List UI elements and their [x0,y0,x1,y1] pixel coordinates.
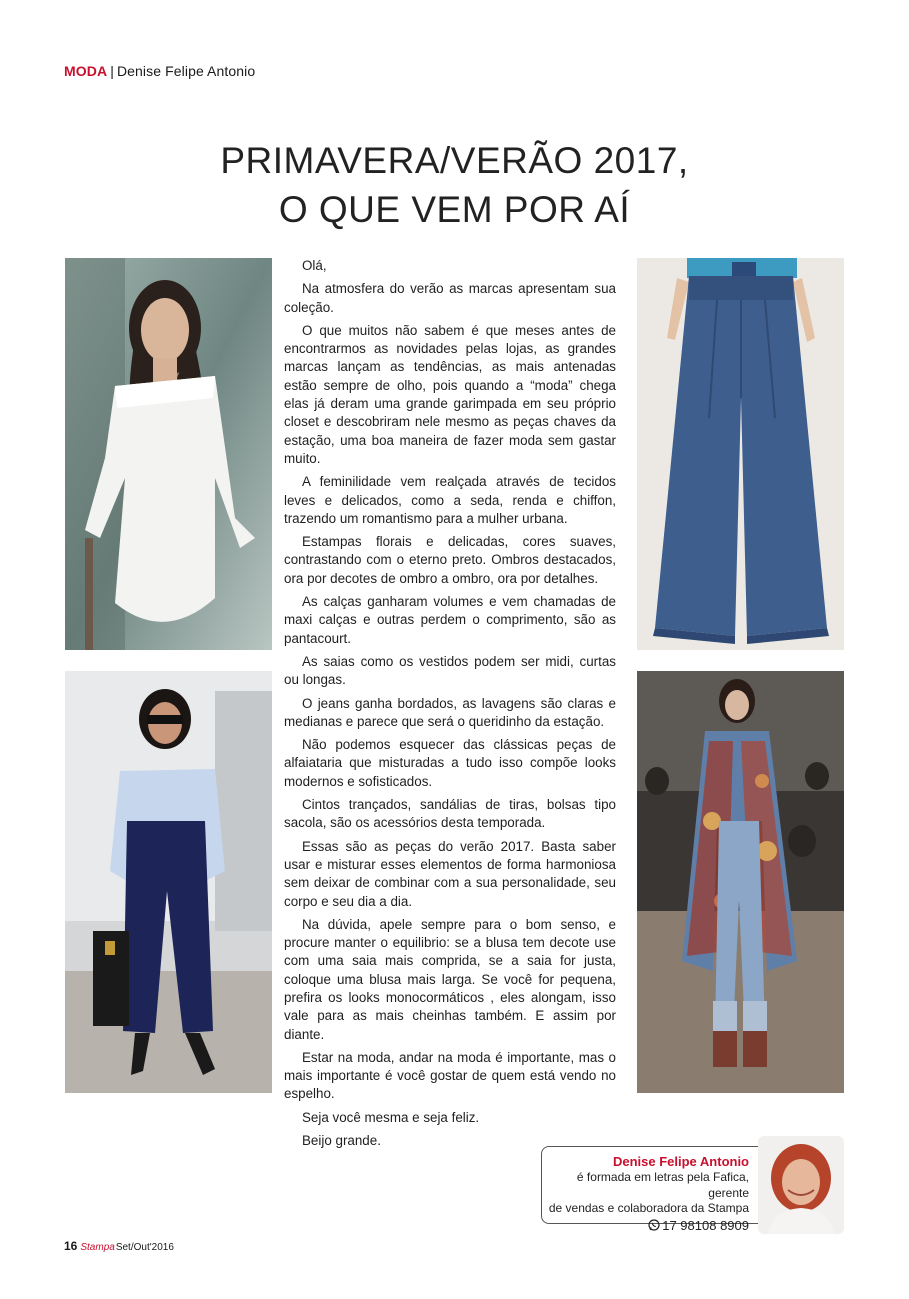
paragraph: Seja você mesma e seja feliz. [302,1109,480,1125]
paragraph: Beijo grande. [302,1133,381,1149]
author-bio-box [541,1146,758,1233]
author-avatar [758,1136,844,1234]
article-title [0,136,909,234]
header-author: Denise Felipe Antonio [116,63,256,79]
article-body [284,257,616,1155]
paragraph: A feminilidade vem realçada através de tecidos leves e delicados, como a seda, renda e chiffon, trazendo um romantismo para a mulher urbana. [284,474,616,526]
issue-date: Set/Out'2016 [115,1242,174,1253]
author-name: Denise Felipe Antonio [612,1154,749,1169]
photo-white-lace-dress [65,258,272,650]
paragraph: Não podemos esquecer das clássicas peças de alfaiataria que misturadas a tudo isso compõe looks modernos e sofisticados. [284,737,616,789]
photo-denim-maxi-pants [637,258,844,650]
title-line-2: O QUE VEM POR AÍ [278,189,631,230]
photo-navy-pantacourt [65,671,272,1093]
paragraph: Estar na moda, andar na moda é importante, mas o mais importante é você gostar de quem está vendo no espelho. [284,1049,616,1102]
photo-runway-embroidered-denim [637,671,844,1093]
author-phone [542,1217,749,1234]
paragraph: Olá, [302,258,327,273]
paragraph: O jeans ganha bordados, as lavagens são claras e medianas e parece que será o queridinho da estação. [284,695,616,729]
paragraph: As saias como os vestidos podem ser midi, curtas ou longas. [284,653,616,688]
section-header [64,63,255,79]
title-line-1: PRIMAVERA/VERÃO 2017, [220,140,689,181]
magazine-brand: Stampa [80,1242,115,1253]
page-footer [64,1239,174,1253]
paragraph: Essas são as peças do verão 2017. Basta saber usar e misturar esses elementos de forma harmoniosa sem deixar de combinar com a sua personalidade, seu corpo e seu dia a dia. [284,838,616,909]
author-description-line-1: é formada em letras pela Fafica, gerente [576,1170,749,1200]
section-label: MODA [64,63,108,79]
paragraph: Estampas florais e delicadas, cores suaves, contrastando com o eterno preto. Ombros destacados, ora por decotes de ombro a ombro, ora por detalhes. [284,534,616,586]
paragraph: Na dúvida, apele sempre para o bom senso, e procure manter o equilibrio: se a blusa tem decote use com uma saia mais comprida, se a saia for justa, coloque uma blusa mais larga. Se você for pequena, prefira os looks monocormáticos , eles alongam, isso vale para as mais cheinhas também. E assim por diante. [284,916,616,1042]
whatsapp-icon [648,1218,660,1230]
paragraph: O que muitos não sabem é que meses antes de encontrarmos as novidades pelas lojas, as grandes marcas lançam as tendências, as mais antenadas estão sempre de olho, pois quando a “moda” chega elas já deram uma grande garimpada em seu próprio closet e descobriram nele mesmo as peças chaves da estação, uma boa maneira de fazer moda sem gastar muito. [284,322,616,466]
author-description-line-2: de vendas e colaboradora da Stampa [548,1201,749,1215]
paragraph: As calças ganharam volumes e vem chamadas de maxi calças e outras perdem o comprimento, são as pantacourt. [284,594,616,646]
paragraph: Cintos trançados, sandálias de tiras, bolsas tipo sacola, são os acessórios desta temporada. [284,797,616,831]
paragraph: Na atmosfera do verão as marcas apresentam sua coleção. [284,281,616,315]
page-number: 16 [64,1239,78,1253]
header-separator: | [110,63,114,79]
author-phone-number: 17 98108 8909 [662,1217,749,1233]
